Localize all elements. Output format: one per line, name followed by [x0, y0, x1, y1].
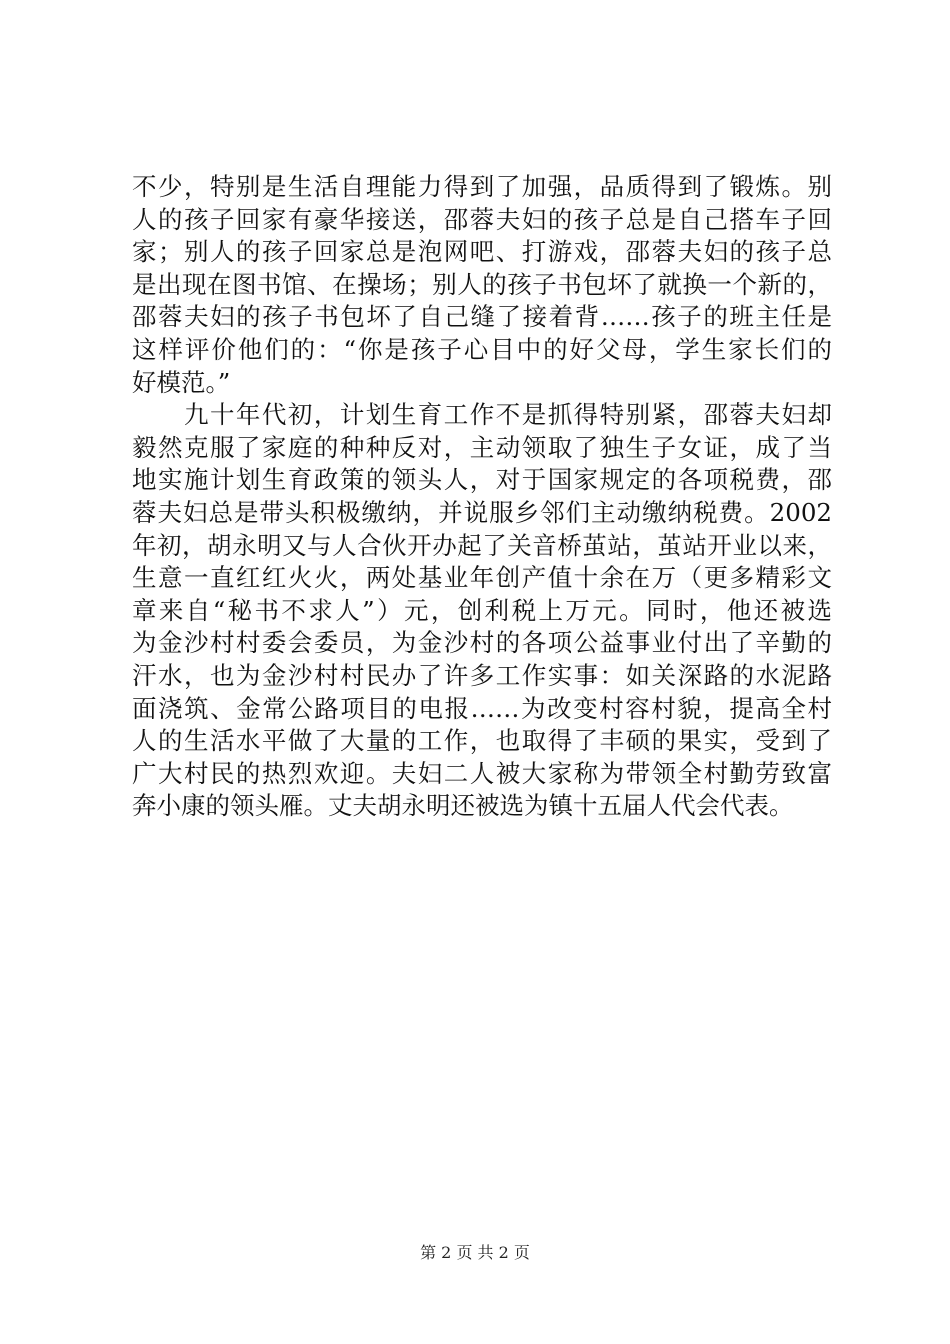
text-line: 奔小康的领头雁。丈夫胡永明还被选为镇十五届人代会代表。 [132, 791, 794, 821]
text-line: 家；别人的孩子回家总是泡网吧、打游戏，邵蓉夫妇的孩子总 [132, 237, 832, 267]
text-line: 生意一直红红火火，两处基业年创产值十余在万（更多精彩文 [132, 563, 832, 593]
text-line: 毅然克服了家庭的种种反对，主动领取了独生子女证，成了当 [132, 432, 832, 462]
text-line: 好模范。” [132, 367, 231, 397]
text-line: 面浇筑、金常公路项目的电报……为改变村容村貌，提高全村 [132, 693, 832, 723]
text-line: 汗水，也为金沙村村民办了许多工作实事：如关深路的水泥路 [132, 660, 832, 690]
page-number-footer: 第 2 页 共 2 页 [420, 1243, 530, 1262]
text-line: 章来自“秘书不求人”）元，创利税上万元。同时，他还被选 [132, 595, 832, 625]
text-line: 人的生活水平做了大量的工作，也取得了丰硕的果实，受到了 [132, 726, 832, 756]
text-line: 蓉夫妇总是带头积极缴纳，并说服乡邻们主动缴纳税费。2002 [132, 497, 832, 527]
document-body [132, 171, 832, 823]
text-line: 地实施计划生育政策的领头人，对于国家规定的各项税费，邵 [132, 465, 832, 495]
text-line: 不少，特别是生活自理能力得到了加强，品质得到了锻炼。别 [132, 172, 832, 201]
text-line: 人的孩子回家有豪华接送，邵蓉夫妇的孩子总是自己搭车子回 [132, 204, 832, 234]
text-line: 年初，胡永明又与人合伙开办起了关音桥茧站，茧站开业以来， [132, 530, 832, 560]
paragraph-2 [132, 399, 832, 823]
text-line: 是出现在图书馆、在操场；别人的孩子书包坏了就换一个新的， [132, 269, 832, 299]
text-line: 邵蓉夫妇的孩子书包坏了自己缝了接着背……孩子的班主任是 [132, 302, 832, 332]
text-line: 这样评价他们的：“你是孩子心目中的好父母，学生家长们的 [132, 334, 832, 364]
text-line: 九十年代初，计划生育工作不是抓得特别紧，邵蓉夫妇却 [132, 400, 832, 430]
text-line: 广大村民的热烈欢迎。夫妇二人被大家称为带领全村勤劳致富 [132, 758, 832, 788]
paragraph-1 [132, 171, 832, 399]
text-line: 为金沙村村委会委员，为金沙村的各项公益事业付出了辛勤的 [132, 628, 832, 658]
